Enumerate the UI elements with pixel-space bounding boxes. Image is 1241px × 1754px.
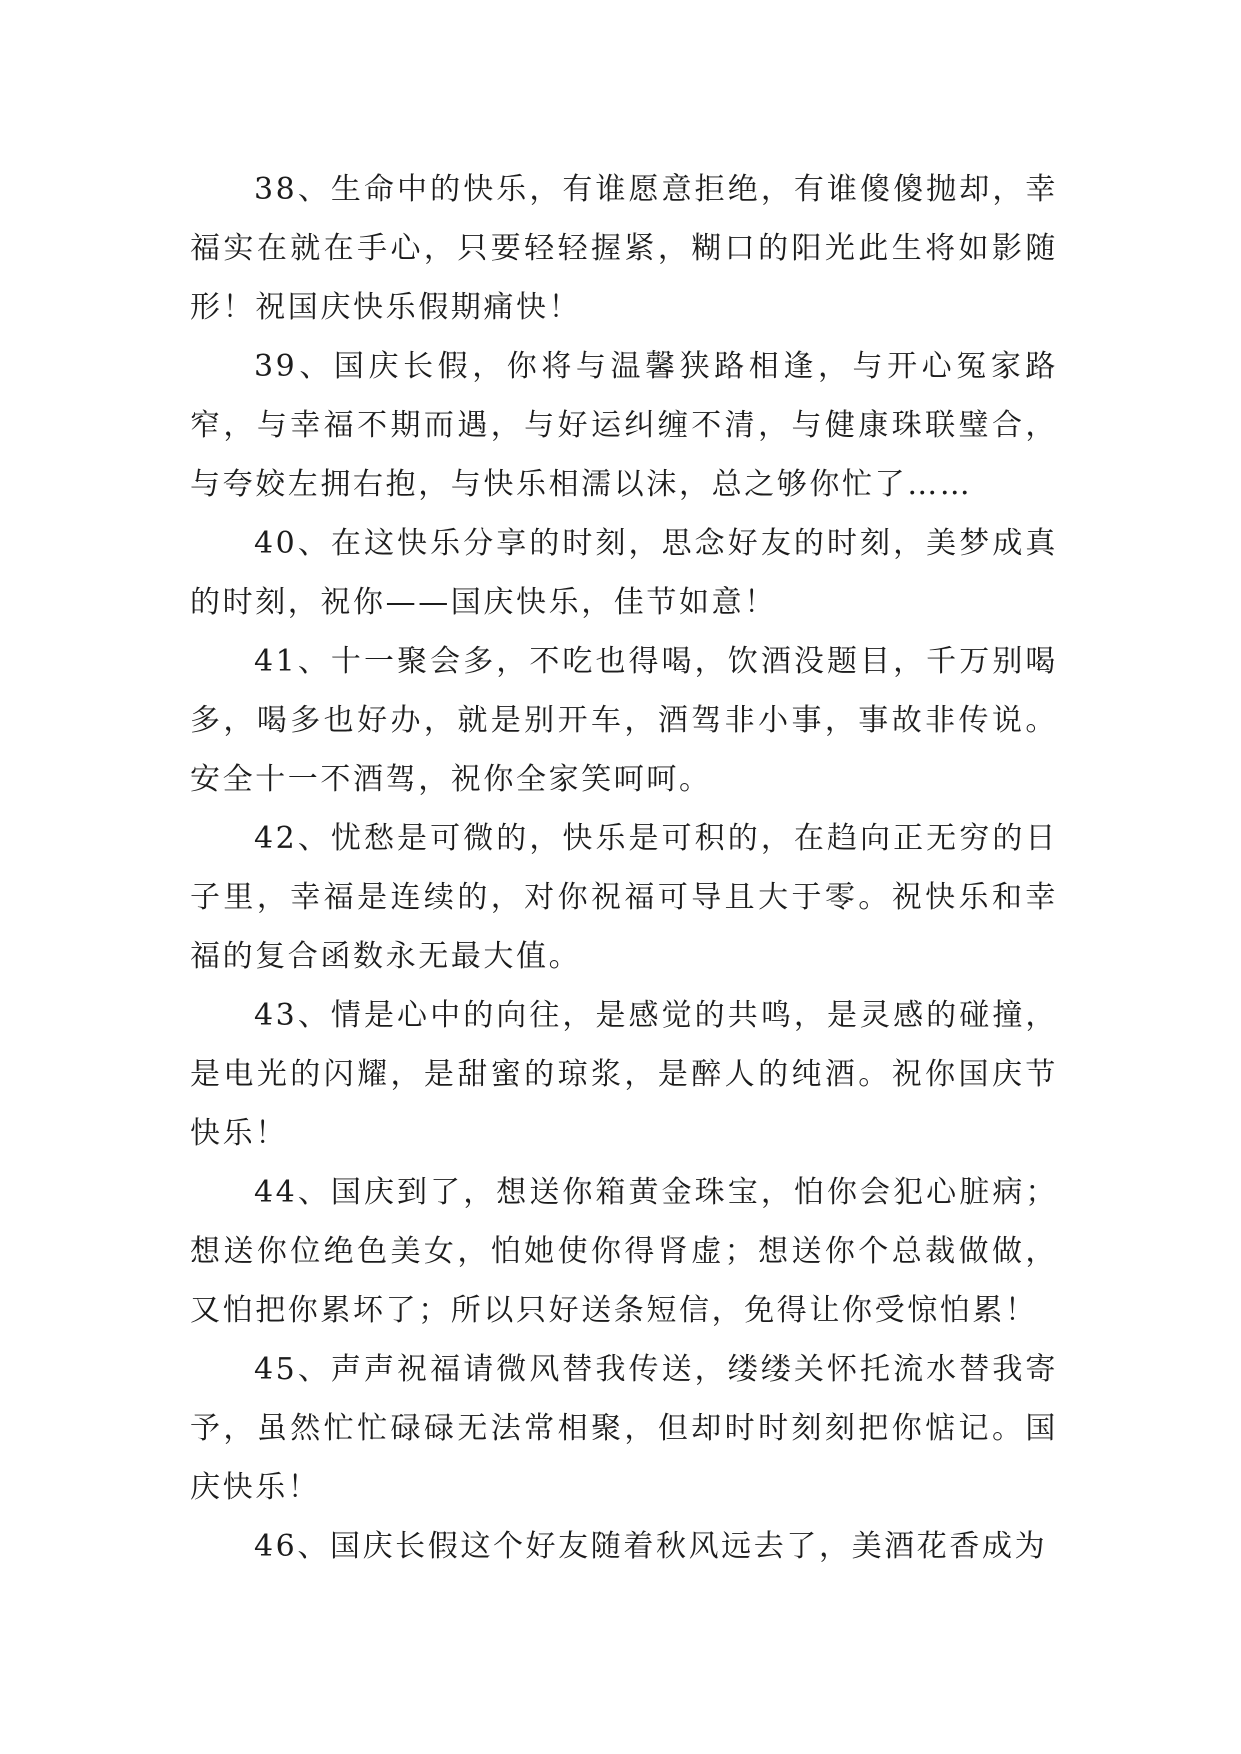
paragraph-40: 40、在这快乐分享的时刻，思念好友的时刻，美梦成真的时刻，祝你——国庆快乐，佳节如意！ <box>190 526 1058 620</box>
paragraph-43: 43、情是心中的向往，是感觉的共鸣，是灵感的碰撞，是电光的闪耀，是甜蜜的琼浆，是醉人的纯酒。祝你国庆节快乐！ <box>190 998 1058 1151</box>
document-body <box>190 160 1058 1576</box>
paragraph-41: 41、十一聚会多，不吃也得喝，饮酒没题目，千万别喝多，喝多也好办，就是别开车，酒驾非小事，事故非传说。安全十一不酒驾，祝你全家笑呵呵。 <box>190 644 1058 797</box>
paragraph-39: 39、国庆长假，你将与温馨狭路相逢，与开心冤家路窄，与幸福不期而遇，与好运纠缠不清，与健康珠联璧合，与夸姣左拥右抱，与快乐相濡以沫，总之够你忙了…… <box>190 349 1058 502</box>
paragraph-38: 38、生命中的快乐，有谁愿意拒绝，有谁傻傻抛却，幸福实在就在手心，只要轻轻握紧，糊口的阳光此生将如影随形！祝国庆快乐假期痛快！ <box>190 172 1058 325</box>
paragraph-45: 45、声声祝福请微风替我传送，缕缕关怀托流水替我寄予，虽然忙忙碌碌无法常相聚，但却时时刻刻把你惦记。国庆快乐！ <box>190 1352 1058 1505</box>
paragraph-46: 46、国庆长假这个好友随着秋风远去了，美酒花香成为 <box>254 1529 1048 1564</box>
paragraph-42: 42、忧愁是可微的，快乐是可积的，在趋向正无穷的日子里，幸福是连续的，对你祝福可导且大于零。祝快乐和幸福的复合函数永无最大值。 <box>190 821 1058 974</box>
paragraph-44: 44、国庆到了，想送你箱黄金珠宝，怕你会犯心脏病；想送你位绝色美女，怕她使你得肾虚；想送你个总裁做做，又怕把你累坏了；所以只好送条短信，免得让你受惊怕累！ <box>190 1175 1058 1328</box>
